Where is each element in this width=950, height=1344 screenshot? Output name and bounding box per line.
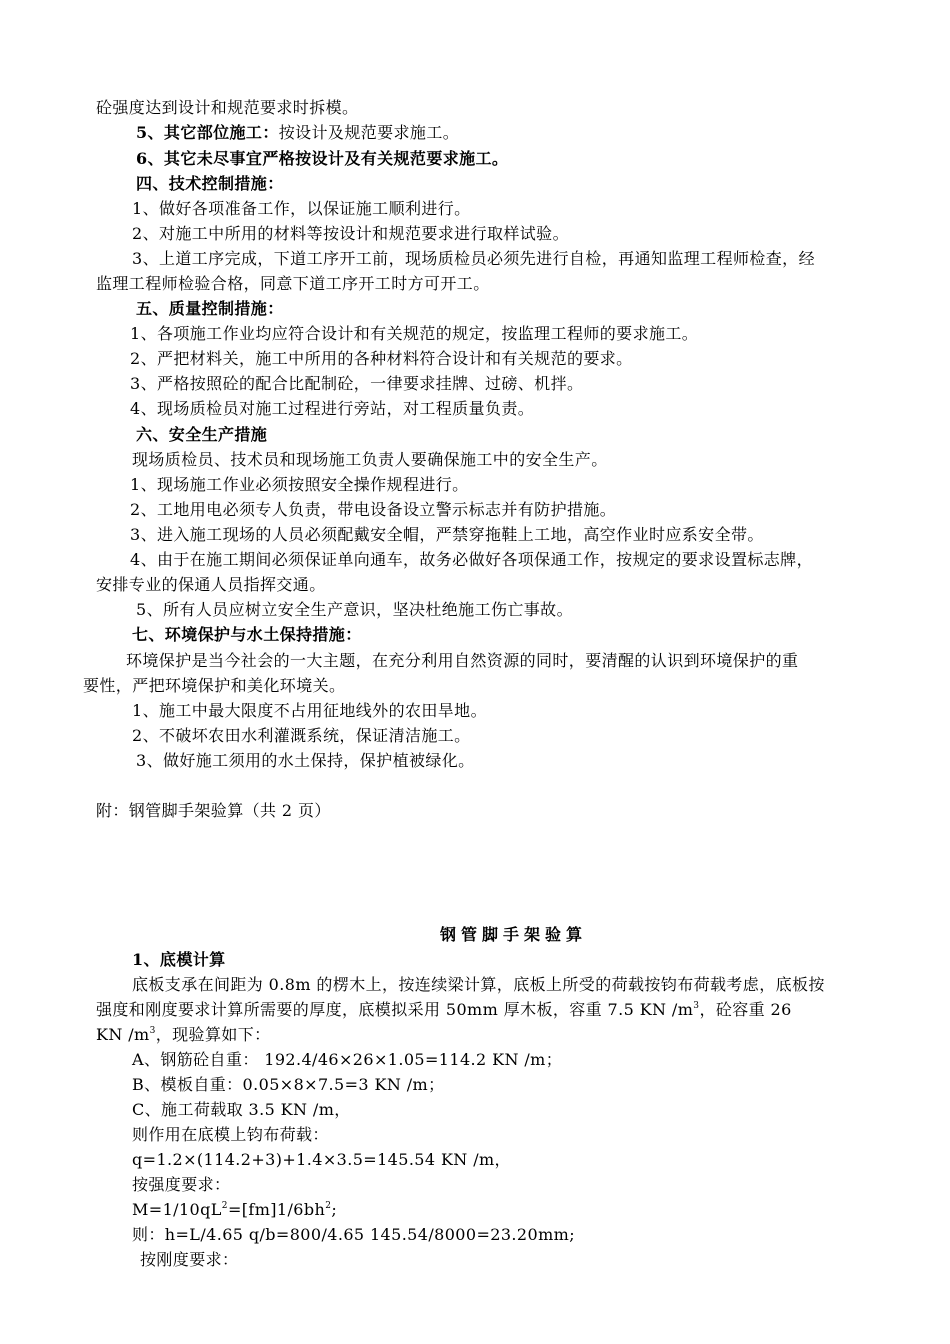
sec4-heading: 四、技术控制措施： [136,174,284,193]
calc-item-c: C、施工荷载取 3.5 KN /m， [132,1100,351,1119]
superscript: 3 [693,1001,700,1011]
sec6-item: 2、工地用电必须专人负责，带电设备设立警示标志并有防护措施。 [130,500,617,519]
sec6-item5: 5、所有人员应树立安全生产意识，坚决杜绝施工伤亡事故。 [136,600,573,619]
calc-m-part2: =[fm]1/6bh [227,1200,326,1219]
item5-text: 按设计及规范要求施工。 [278,123,460,142]
calc-m-formula [132,1199,337,1221]
item6-line: 6、其它未尽事宜严格按设计及有关规范要求施工。 [136,149,509,168]
calc-h-formula: 则：h=L/4.65 q/b=800/4.65 145.54/8000=23.20mm; [132,1225,575,1244]
superscript: 2 [221,1201,228,1211]
calc-q-formula: q=1.2×(114.2+3)+1.4×3.5=145.54 KN /m， [132,1150,511,1169]
continuation-line: 砼强度达到设计和规范要求时拆模。 [96,98,359,117]
item5-label: 5、其它部位施工： [136,123,279,142]
sec7-intro-line2: 要性，严把环境保护和美化环境关。 [83,676,346,695]
calc-m-part3: ; [331,1200,338,1219]
sec7-heading: 七、环境保护与水土保持措施： [132,625,362,644]
sec7-item: 1、施工中最大限度不占用征地线外的农田旱地。 [132,701,487,720]
sec6-intro: 现场质检员、技术员和现场施工负责人要确保施工中的安全生产。 [132,450,608,469]
sec5-item: 3、严格按照砼的配合比配制砼，一律要求挂牌、过磅、机拌。 [130,374,584,393]
calc-item-b: B、模板自重：0.05×8×7.5=3 KN /m； [132,1075,445,1094]
calc-p1-line3 [96,1024,271,1046]
sec7-item: 3、做好施工须用的水土保持，保护植被绿化。 [136,751,475,770]
sec5-item: 2、严把材料关，施工中所用的各种材料符合设计和有关规范的要求。 [130,349,633,368]
sec5-heading: 五、质量控制措施： [136,299,284,318]
calc-m-part1: M=1/10qL [132,1200,222,1219]
calc-load-intro: 则作用在底模上钧布荷载： [132,1125,329,1144]
calc-item-a: A、钢筋砼自重： 192.4/46×26×1.05=114.2 KN /m； [132,1050,563,1069]
superscript: 3 [149,1026,156,1036]
appendix-note: 附：钢管脚手架验算（共 2 页） [96,801,331,820]
sec4-item3-line2: 监理工程师检验合格，同意下道工序开工时方可开工。 [96,274,490,293]
calc-strength-heading: 按强度要求： [132,1175,231,1194]
calc-title: 钢管脚手架验算 [440,925,588,944]
calc-stiffness-heading: 按刚度要求： [140,1250,239,1269]
sec6-item: 3、进入施工现场的人员必须配戴安全帽，严禁穿拖鞋上工地，高空作业时应系安全带。 [130,525,764,544]
sec6-item: 1、现场施工作业必须按照安全操作规程进行。 [130,475,469,494]
sec4-item: 2、对施工中所用的材料等按设计和规范要求进行取样试验。 [132,224,569,243]
sec6-item4-line2: 安排专业的保通人员指挥交通。 [96,575,326,594]
calc-p1-line2-text: 强度和刚度要求计算所需要的厚度，底模拟采用 50mm 厚木板，容重 7.5 KN /m [96,1000,694,1019]
calc-subheading: 1、底模计算 [132,950,226,969]
sec6-item4-line1: 4、由于在施工期间必须保证单向通车，故务必做好各项保通工作，按规定的要求设置标志牌， [130,550,813,569]
calc-p1-line3-text: KN /m [96,1025,150,1044]
sec7-item: 2、不破坏农田水利灌溉系统，保证清洁施工。 [132,726,471,745]
sec7-intro-line1: 环境保护是当今社会的一大主题，在充分利用自然资源的同时，要清醒的认识到环境保护的重 [126,651,799,670]
sec4-item: 1、做好各项准备工作，以保证施工顺利进行。 [132,199,471,218]
item5-line [136,122,459,144]
calc-p1-line3-tail: ，现验算如下： [155,1025,271,1044]
sec5-item: 1、各项施工作业均应符合设计和有关规范的规定，按监理工程师的要求施工。 [130,324,699,343]
sec5-item: 4、现场质检员对施工过程进行旁站，对工程质量负责。 [130,399,535,418]
sec6-heading: 六、安全生产措施 [136,425,268,444]
superscript: 2 [325,1201,332,1211]
sec4-item3-line1: 3、上道工序完成，下道工序开工前，现场质检员必须先进行自检，再通知监理工程师检查，经 [132,249,815,268]
calc-p1-line1: 底板支承在间距为 0.8m 的楞木上，按连续梁计算，底板上所受的荷载按钧布荷载考虑，底板按 [132,975,825,994]
calc-p1-line2 [96,999,792,1021]
calc-p1-line2-tail: ，砼容重 26 [699,1000,792,1019]
